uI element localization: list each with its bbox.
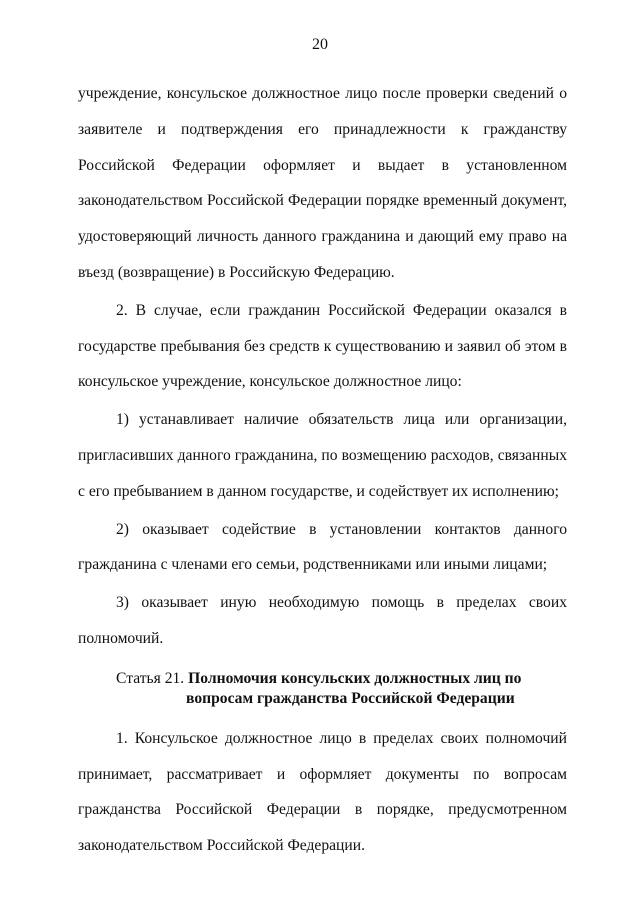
paragraph-subitem-3: 3) оказывает иную необходимую помощь в пределах своих полномочий. bbox=[78, 594, 567, 647]
article-title-part-2: вопросам гражданства Российской Федерации bbox=[186, 689, 515, 707]
article-heading-line-1 bbox=[78, 669, 567, 689]
paragraph-subitem-1: 1) устанавливает наличие обязательств лица или организации, пригласивших данного гражданина, по возмещению расходов, связанных с его пребыванием в данном государстве, и содействует их исполнению; bbox=[78, 411, 567, 500]
paragraph-article-21-item-1: 1. Консульское должностное лицо в пределах своих полномочий принимает, рассматривает и оформляет документы по вопросам гражданства Российской Федерации в порядке, предусмотренном законодательством Российской Федерации. bbox=[78, 729, 567, 855]
paragraph-continuation: учреждение, консульское должностное лицо после проверки сведений о заявителе и подтверждения его принадлежности к гражданству Российской Федерации оформляет и выдает в установленном законодательством Российской Федерации порядке временный документ, удостоверяющий личность данного гражданина и дающий ему право на въезд (возвращение) в Российскую Федерацию. bbox=[78, 85, 567, 281]
paragraph-subitem-2: 2) оказывает содействие в установлении контактов данного гражданина с членами его семьи, родственниками или иными лицами; bbox=[78, 520, 567, 574]
document-body bbox=[78, 76, 567, 864]
article-title-part-1: Полномочия консульских должностных лиц по bbox=[188, 669, 522, 687]
article-heading bbox=[78, 669, 567, 709]
page-number: 20 bbox=[312, 36, 328, 53]
article-number: Статья 21. bbox=[116, 669, 185, 687]
paragraph-item-2: 2. В случае, если гражданин Российской Федерации оказался в государстве пребывания без средств к существованию и заявил об этом в консульское учреждение, консульское должностное лицо: bbox=[78, 301, 567, 391]
